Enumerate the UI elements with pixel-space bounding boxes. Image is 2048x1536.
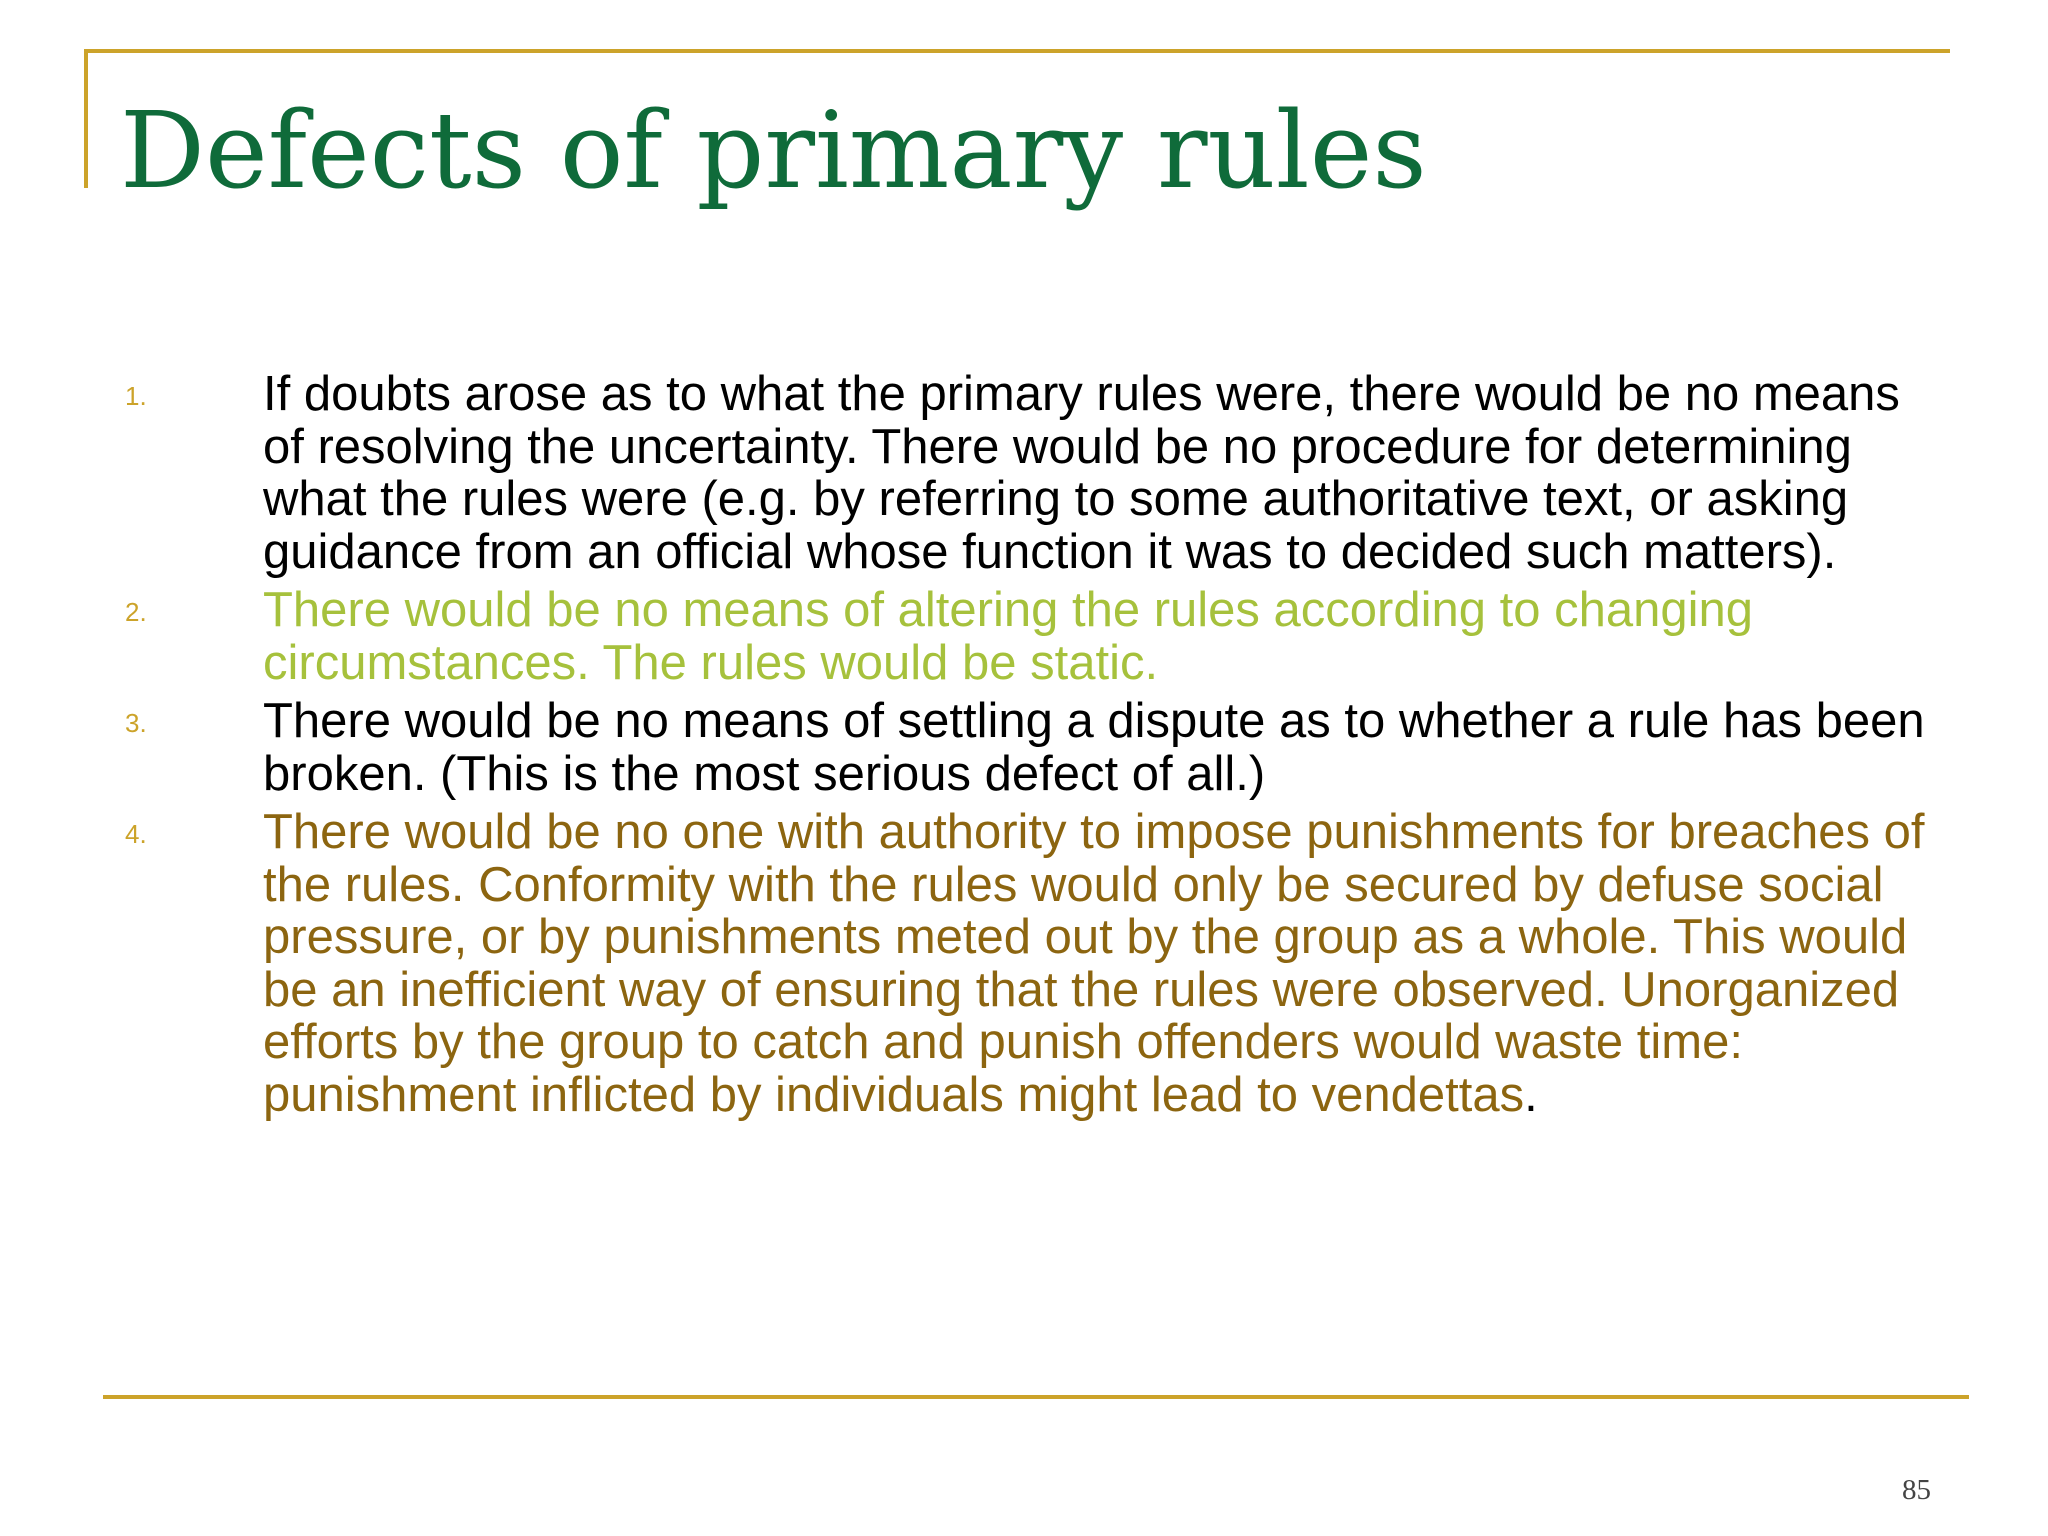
list-item [120, 806, 1950, 1121]
list-number: 2. [125, 597, 147, 627]
list-item [120, 584, 1950, 689]
bottom-rule [103, 1395, 1969, 1399]
page-number: 85 [1902, 1474, 1931, 1506]
list-item-text: There would be no means of settling a dispute as to whether a rule has been broken. (This is the most serious defect of all.) [263, 694, 1925, 801]
list-item-text: There would be no means of altering the rules according to changing circumstances. The rules would be static. [263, 583, 1753, 690]
list-item-text: If doubts arose as to what the primary rules were, there would be no means of resolving the uncertainty. There would be no procedure for determining what the rules were (e.g. by referring to some authoritative text, or asking guidance from an official whose function it was to decided such matters). [263, 367, 1900, 579]
list-number: 1. [125, 381, 147, 411]
list-number: 3. [125, 708, 147, 738]
slide-title: Defects of primary rules [120, 89, 1427, 212]
top-rule [84, 49, 1950, 53]
defects-list [120, 368, 1950, 1127]
list-item [120, 368, 1950, 578]
list-item [120, 695, 1950, 800]
list-number: 4. [125, 819, 147, 849]
left-rule [84, 49, 88, 188]
list-item-text: There would be no one with authority to impose punishments for breaches of the rules. Conformity with the rules would only be secured by defuse social pressure, or by punishments meted out by the group as a whole. This would be an inefficient way of ensuring that the rules were observed. Unorganized efforts by the group to catch and punish offenders would waste time: punishment inflicted by individuals might lead to vendettas [263, 805, 1925, 1122]
list-item-period: . [1524, 1067, 1538, 1122]
